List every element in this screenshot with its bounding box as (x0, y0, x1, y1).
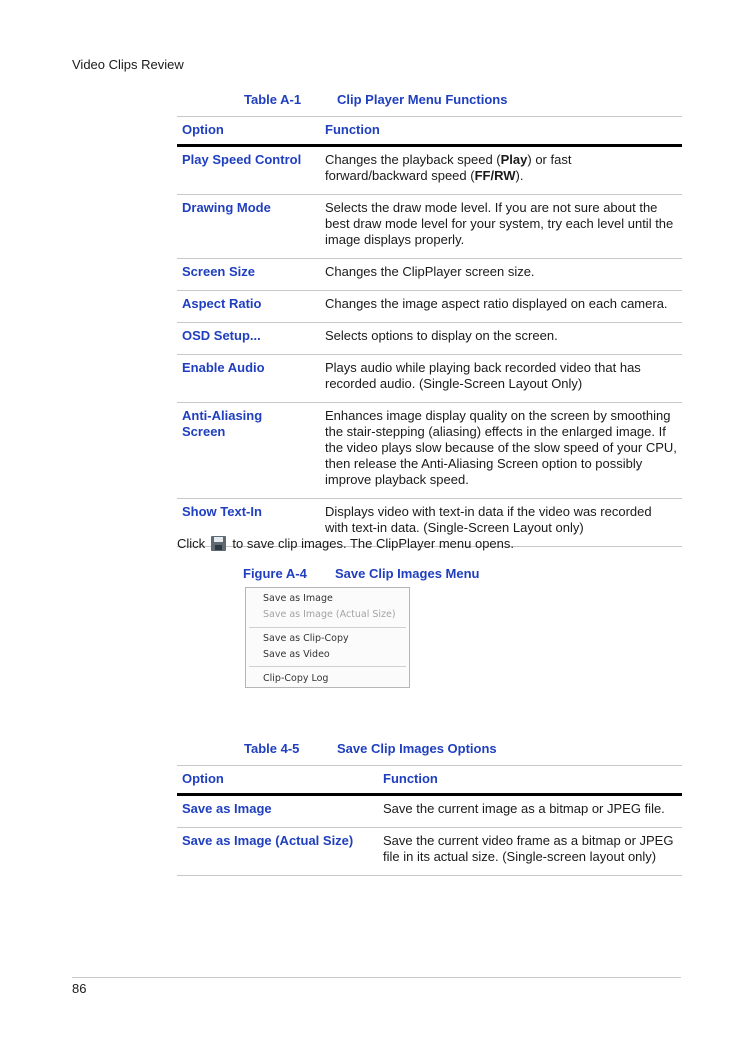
option-cell: Play Speed Control (177, 146, 320, 195)
running-head: Video Clips Review (72, 57, 184, 72)
emphasis-text: / (490, 168, 495, 183)
function-cell: Changes the image aspect ratio displayed on each camera. (320, 291, 682, 323)
menu-item-clip-copy-log[interactable]: Clip-Copy Log (263, 673, 329, 684)
menu-item-save-as-video[interactable]: Save as Video (263, 649, 330, 660)
table-row (177, 323, 682, 355)
function-text: ). (515, 168, 524, 183)
option-line: Anti-Aliasing (182, 408, 263, 423)
click-instruction (177, 536, 514, 551)
save-icon (211, 536, 226, 551)
table-title: Clip Player Menu Functions (337, 92, 508, 107)
column-header-option: Option (177, 117, 320, 146)
function-cell (320, 146, 682, 195)
option-cell: Aspect Ratio (177, 291, 320, 323)
emphasis-text: Play (500, 152, 528, 167)
function-cell: Save the current image as a bitmap or JPEG file. (378, 795, 682, 828)
function-cell: Enhances image display quality on the screen by smoothing the stair-stepping (aliasing) effects in the enlarged image. If the video plays slow because of the slow speed of your CPU, then release the Anti-Aliasing Screen option to possibly improve playback speed. (320, 403, 682, 499)
table-row (177, 403, 682, 499)
function-cell: Displays video with text-in data if the video was recorded with text-in data. (Single-Screen Layout only) (320, 499, 682, 547)
save-clip-images-menu (245, 587, 410, 688)
option-cell (177, 403, 320, 499)
function-cell: Selects options to display on the screen. (320, 323, 682, 355)
function-cell: Changes the ClipPlayer screen size. (320, 259, 682, 291)
instruction-text: to save clip images. The ClipPlayer menu opens. (232, 536, 514, 551)
menu-item-save-as-clip-copy[interactable]: Save as Clip-Copy (263, 633, 349, 644)
function-text: ) or fast forward/backward speed ( (325, 152, 572, 183)
table-row (177, 195, 682, 259)
table-row (177, 291, 682, 323)
page-number: 86 (72, 981, 87, 996)
table-header-row (177, 117, 682, 146)
clip-player-menu-functions-table (177, 116, 682, 547)
table-row (177, 355, 682, 403)
function-cell: Selects the draw mode level. If you are not sure about the best draw mode level for your system, try each level until the image displays properly. (320, 195, 682, 259)
option-cell: Save as Image (Actual Size) (177, 828, 378, 876)
option-line: Screen (182, 424, 226, 439)
option-cell: Show Text-In (177, 499, 320, 547)
menu-item-save-as-image[interactable]: Save as Image (263, 593, 333, 604)
save-clip-images-options-table (177, 765, 682, 876)
table-title: Save Clip Images Options (337, 741, 497, 756)
emphasis-text: FF (474, 168, 491, 183)
function-cell: Save the current video frame as a bitmap or JPEG file in its actual size. (Single-screen layout only) (378, 828, 682, 876)
instruction-text: Click (177, 536, 206, 551)
menu-separator (249, 666, 406, 667)
function-cell: Plays audio while playing back recorded video that has recorded audio. (Single-Screen Layout Only) (320, 355, 682, 403)
column-header-function: Function (378, 766, 682, 795)
table-row (177, 828, 682, 876)
figure-title: Save Clip Images Menu (335, 566, 480, 581)
table-row (177, 259, 682, 291)
table-row (177, 795, 682, 828)
option-cell: Enable Audio (177, 355, 320, 403)
emphasis-text: RW (494, 168, 516, 183)
table-row (177, 146, 682, 195)
function-text: Changes the playback speed ( (325, 152, 501, 167)
menu-separator (249, 627, 406, 628)
table-number: Table A-1 (244, 92, 302, 107)
option-cell: Drawing Mode (177, 195, 320, 259)
option-cell: Screen Size (177, 259, 320, 291)
footer-rule (72, 977, 681, 978)
option-cell: OSD Setup... (177, 323, 320, 355)
option-cell: Save as Image (177, 795, 378, 828)
column-header-function: Function (320, 117, 682, 146)
table-header-row (177, 766, 682, 795)
menu-item-save-as-image-actual-size[interactable]: Save as Image (Actual Size) (263, 609, 396, 620)
figure-number: Figure A-4 (243, 566, 307, 581)
column-header-option: Option (177, 766, 378, 795)
table-number: Table 4-5 (244, 741, 300, 756)
